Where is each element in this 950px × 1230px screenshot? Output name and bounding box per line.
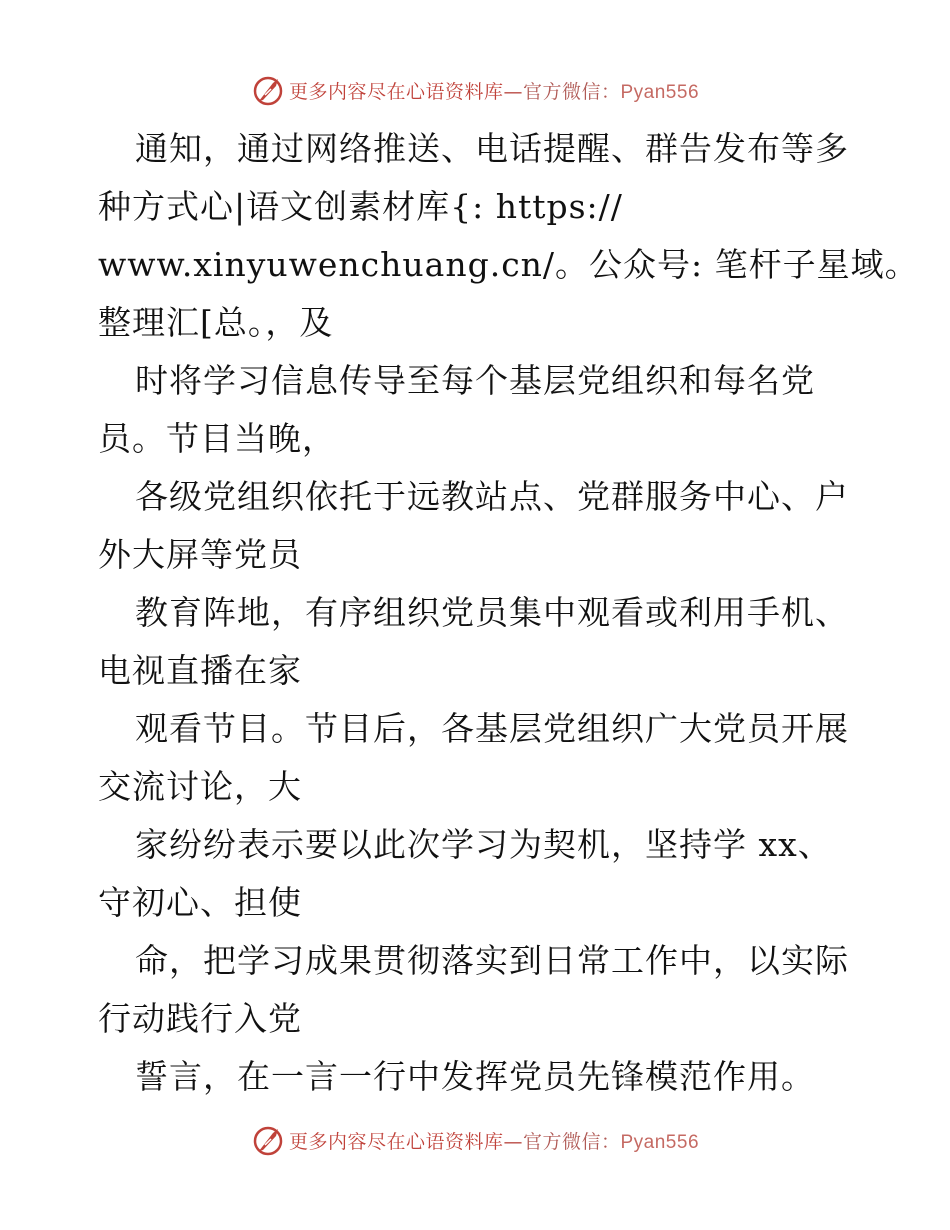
document-body [98, 120, 919, 1106]
quill-pen-logo-icon [251, 73, 285, 107]
body-text-line: 行动践行入党 [98, 999, 302, 1038]
footer-watermark-banner [0, 1120, 950, 1160]
banner-title: 更多内容尽在心语资料库 [288, 80, 504, 103]
body-text-line: 交流讨论，大 [98, 767, 302, 806]
body-text-line: 教育阵地，有序组织党员集中观看或利用手机、 [135, 593, 849, 632]
body-text-line: 守初心、担使 [98, 883, 302, 922]
body-text-line: 时将学习信息传导至每个基层党组织和每名党 [135, 361, 815, 400]
banner-wechat-label: 官方微信： [522, 1130, 621, 1153]
banner-dash: — [503, 1130, 523, 1153]
quill-pen-logo-icon [251, 1123, 285, 1157]
body-text-line: 外大屏等党员 [98, 535, 302, 574]
banner-account: Pyan556 [620, 1131, 700, 1153]
body-text-line: 家纷纷表示要以此次学习为契机，坚持学 xx、 [135, 825, 832, 864]
banner-account: Pyan556 [620, 81, 700, 103]
body-text-line: 誓言，在一言一行中发挥党员先锋模范作用。 [135, 1057, 815, 1096]
banner-dash: — [503, 80, 523, 103]
body-text-line: 电视直播在家 [98, 651, 302, 690]
body-text-line: 种方式心|语文创素材库{: https:// [98, 187, 623, 226]
body-text-line: www.xinyuwenchuang.cn/。公众号: 笔杆子星域。 [98, 245, 919, 284]
body-text-line: 观看节目。节目后，各基层党组织广大党员开展 [135, 709, 849, 748]
body-text-line: 员。节目当晚， [98, 419, 336, 458]
banner-text-group [289, 77, 699, 104]
body-text-line: 各级党组织依托于远教站点、党群服务中心、户 [135, 477, 849, 516]
banner-text-group [289, 1127, 699, 1154]
body-text-line: 通知，通过网络推送、电话提醒、群告发布等多 [135, 129, 849, 168]
body-text-line: 命，把学习成果贯彻落实到日常工作中，以实际 [135, 941, 849, 980]
header-watermark-banner [0, 70, 950, 110]
body-text-line: 整理汇[总。，及 [98, 303, 334, 342]
banner-wechat-label: 官方微信： [522, 80, 621, 103]
banner-title: 更多内容尽在心语资料库 [288, 1130, 504, 1153]
